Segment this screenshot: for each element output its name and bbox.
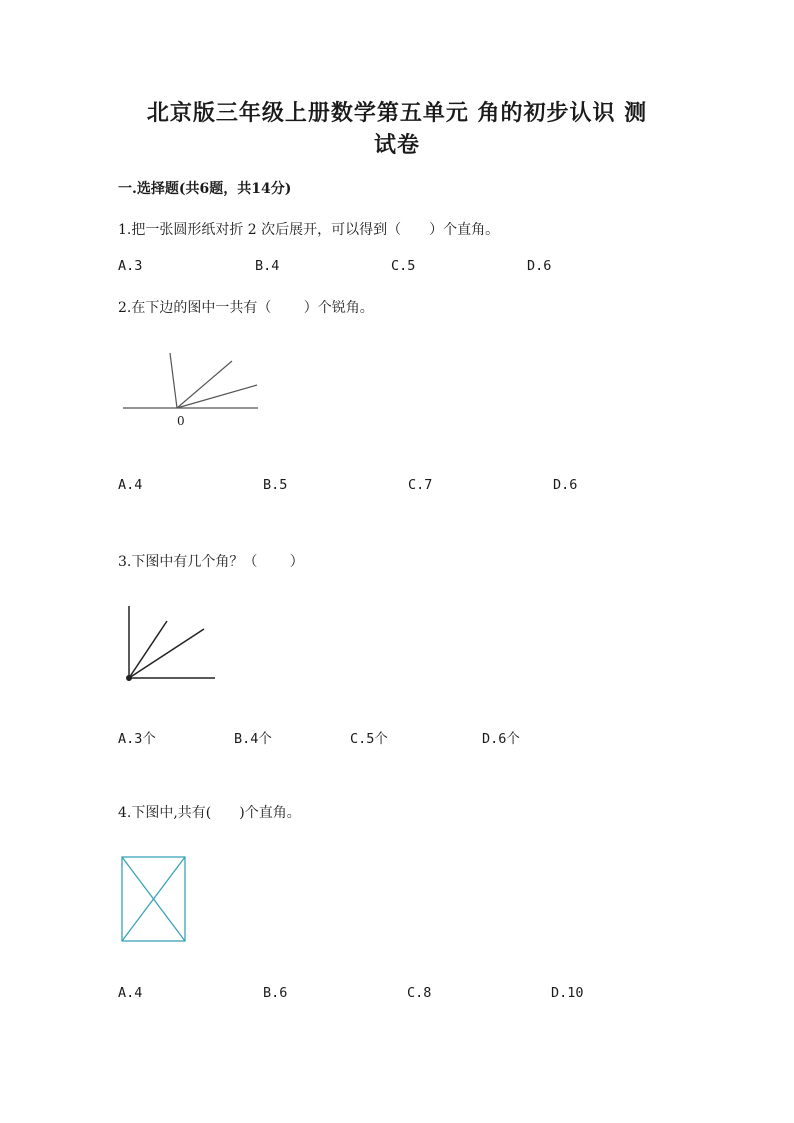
question-3-option-b[interactable]: B.4个 <box>234 731 272 747</box>
question-3-option-d[interactable]: D.6个 <box>482 731 520 747</box>
question-3-angle-figure <box>118 600 228 690</box>
question-2-option-a[interactable]: A.4 <box>118 477 143 493</box>
question-1-text: 1.把一张圆形纸对折 2 次后展开，可以得到（ ）个直角。 <box>118 222 500 238</box>
question-4-text: 4.下图中,共有( )个直角。 <box>118 805 301 821</box>
question-2-option-d[interactable]: D.6 <box>553 477 578 493</box>
section-heading: 一.选择题(共6题，共14分) <box>118 181 292 197</box>
question-4-option-c[interactable]: C.8 <box>407 985 432 1001</box>
page-title-line-1: 北京版三年级上册数学第五单元 角的初步认识 测 <box>146 100 648 126</box>
question-1-option-b[interactable]: B.4 <box>255 258 280 274</box>
question-2-angle-figure <box>118 345 268 425</box>
question-4-rectangle-figure <box>118 852 190 944</box>
figure-3-vertex-dot <box>126 675 132 681</box>
figure-2-ray-1 <box>170 353 177 408</box>
figure-2-ray-3 <box>177 385 257 408</box>
question-3-text: 3.下图中有几个角？（ ） <box>118 554 304 570</box>
question-2-option-b[interactable]: B.5 <box>263 477 288 493</box>
figure-2-ray-2 <box>177 361 232 408</box>
question-2-option-c[interactable]: C.7 <box>408 477 433 493</box>
question-4-option-d[interactable]: D.10 <box>551 985 584 1001</box>
question-1-option-c[interactable]: C.5 <box>391 258 416 274</box>
question-2-text: 2.在下边的图中一共有（ ）个锐角。 <box>118 300 374 316</box>
page-title-line-2: 试卷 <box>373 132 420 158</box>
figure-3-ray-upper <box>129 621 167 678</box>
figure-2-vertex-label: 0 <box>177 414 185 428</box>
question-3-option-a[interactable]: A.3个 <box>118 731 156 747</box>
question-3-option-c[interactable]: C.5个 <box>350 731 388 747</box>
question-4-option-a[interactable]: A.4 <box>118 985 143 1001</box>
question-1-option-d[interactable]: D.6 <box>527 258 552 274</box>
question-4-option-b[interactable]: B.6 <box>263 985 288 1001</box>
figure-3-ray-lower <box>129 629 204 678</box>
question-1-option-a[interactable]: A.3 <box>118 258 143 274</box>
